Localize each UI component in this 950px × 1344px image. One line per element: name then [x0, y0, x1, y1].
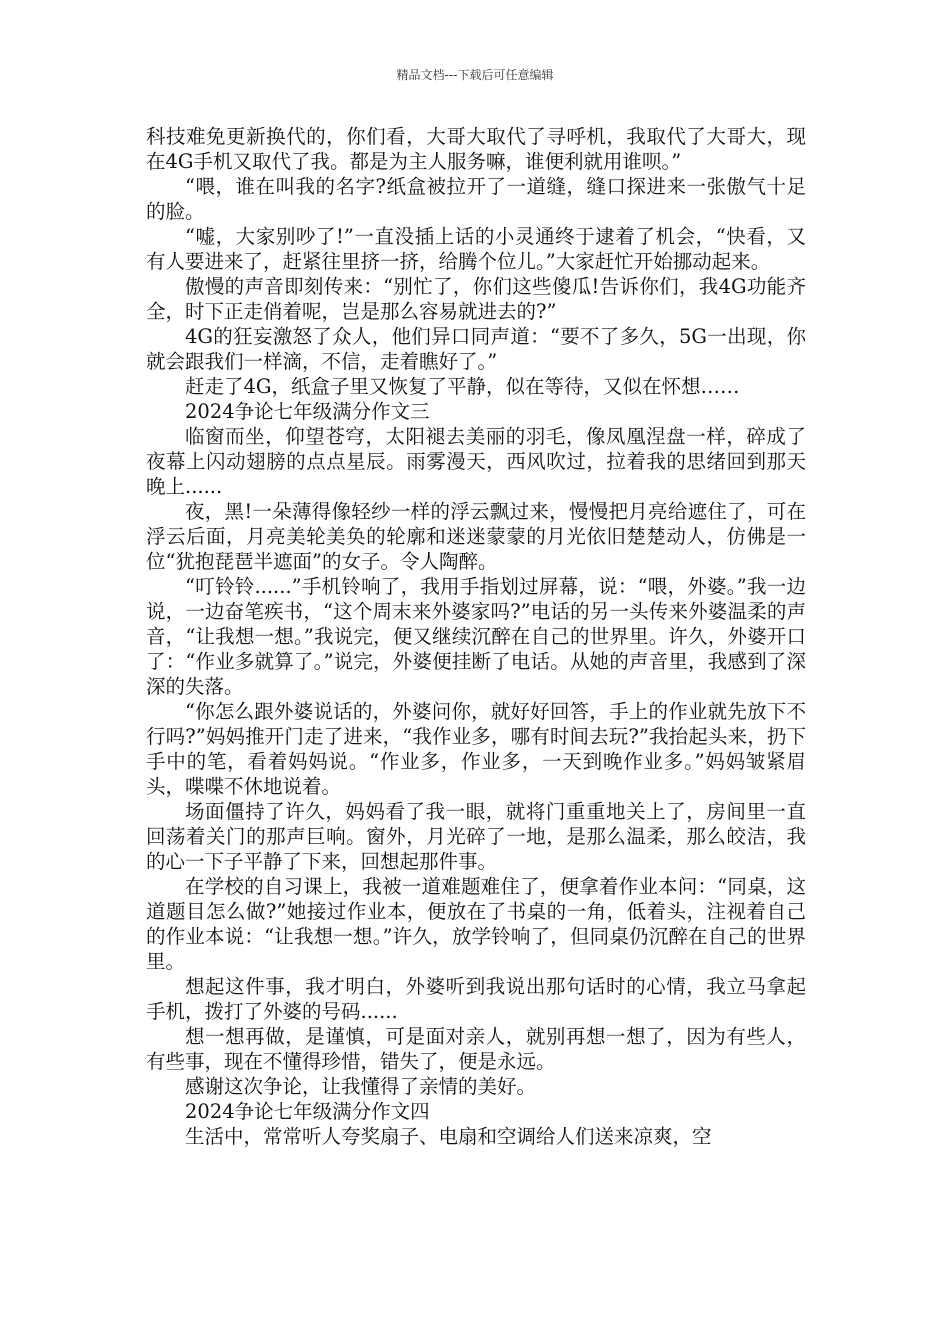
paragraph: 4G的狂妄激怒了众人，他们异口同声道：“要不了多久，5G一出现，你就会跟我们一样滴，不信，走着瞧好了。”	[146, 325, 806, 373]
page-header: 精品文档---下载后可任意编辑	[396, 68, 554, 82]
paragraph: 生活中，常常听人夸奖扇子、电扇和空调给人们送来凉爽，空	[185, 1125, 712, 1148]
paragraph: 想一想再做，是谨慎，可是面对亲人，就别再想一想了，因为有些人，有些事，现在不懂得珍惜，错失了，便是永远。	[146, 1025, 806, 1073]
paragraph: 感谢这次争论，让我懂得了亲情的美好。	[185, 1075, 537, 1098]
paragraph: 赶走了4G，纸盒子里又恢复了平静，似在等待，又似在怀想……	[185, 375, 740, 398]
paragraph: “嘘，大家别吵了!”一直没插上话的小灵通终于逮着了机会，“快看，又有人要进来了，赶紧往里挤一挤，给腾个位儿。”大家赶忙开始挪动起来。	[146, 225, 806, 273]
paragraph: “你怎么跟外婆说话的，外婆问你，就好好回答，手上的作业就先放下不行吗?”妈妈推开门走了进来，“我作业多，哪有时间去玩?”我抬起头来，扔下手中的笔，看着妈妈说。“作业多，作业多，一天到晚作业多。”妈妈皱紧眉头，喋喋不休地说着。	[146, 700, 806, 798]
paragraph: 场面僵持了许久，妈妈看了我一眼，就将门重重地关上了，房间里一直回荡着关门的那声巨响。窗外，月光碎了一地，是那么温柔，那么皎洁，我的心一下子平静了下来，回想起那件事。	[146, 800, 806, 873]
paragraph: “叮铃铃......”手机铃响了，我用手指划过屏幕，说：“喂，外婆。”我一边说，一边奋笔疾书，“这个周末来外婆家吗?”电话的另一头传来外婆温柔的声音，“让我想一想。”我说完，便又继续沉醉在自己的世界里。许久，外婆开口了：“作业多就算了。”说完，外婆便挂断了电话。从她的声音里，我感到了深深的失落。	[146, 575, 806, 698]
paragraph: 临窗而坐，仰望苍穹，太阳褪去美丽的羽毛，像凤凰涅盘一样，碎成了夜幕上闪动翅膀的点点星辰。雨雾漫天，西风吹过，拉着我的思绪回到那天晚上......	[146, 425, 806, 498]
section-heading: 2024争论七年级满分作文三	[185, 400, 430, 423]
paragraph: 科技难免更新换代的，你们看，大哥大取代了寻呼机，我取代了大哥大，现在4G手机又取代了我。都是为主人服务嘛，谁便利就用谁呗。”	[146, 125, 806, 173]
section-heading: 2024争论七年级满分作文四	[185, 1100, 430, 1123]
paragraph: 夜，黑!一朵薄得像轻纱一样的浮云飘过来，慢慢把月亮给遮住了，可在浮云后面，月亮美轮美奂的轮廓和迷迷蒙蒙的月光依旧楚楚动人，仿佛是一位“犹抱琵琶半遮面”的女子。令人陶醉。	[146, 500, 806, 573]
paragraph: “喂，谁在叫我的名字?纸盒被拉开了一道缝，缝口探进来一张傲气十足的脸。	[146, 175, 806, 223]
paragraph: 在学校的自习课上，我被一道难题难住了，便拿着作业本问：“同桌，这道题目怎么做?”她接过作业本，便放在了书桌的一角，低着头，注视着自己的作业本说：“让我想一想。”许久，放学铃响了，但同桌仍沉醉在自己的世界里。	[146, 875, 806, 973]
paragraph: 想起这件事，我才明白，外婆听到我说出那句话时的心情，我立马拿起手机，拨打了外婆的号码......	[146, 975, 806, 1023]
paragraph: 傲慢的声音即刻传来：“别忙了，你们这些傻瓜!告诉你们，我4G功能齐全，时下正走俏着呢，岂是那么容易就进去的?”	[146, 275, 806, 323]
document-body	[146, 124, 806, 1149]
